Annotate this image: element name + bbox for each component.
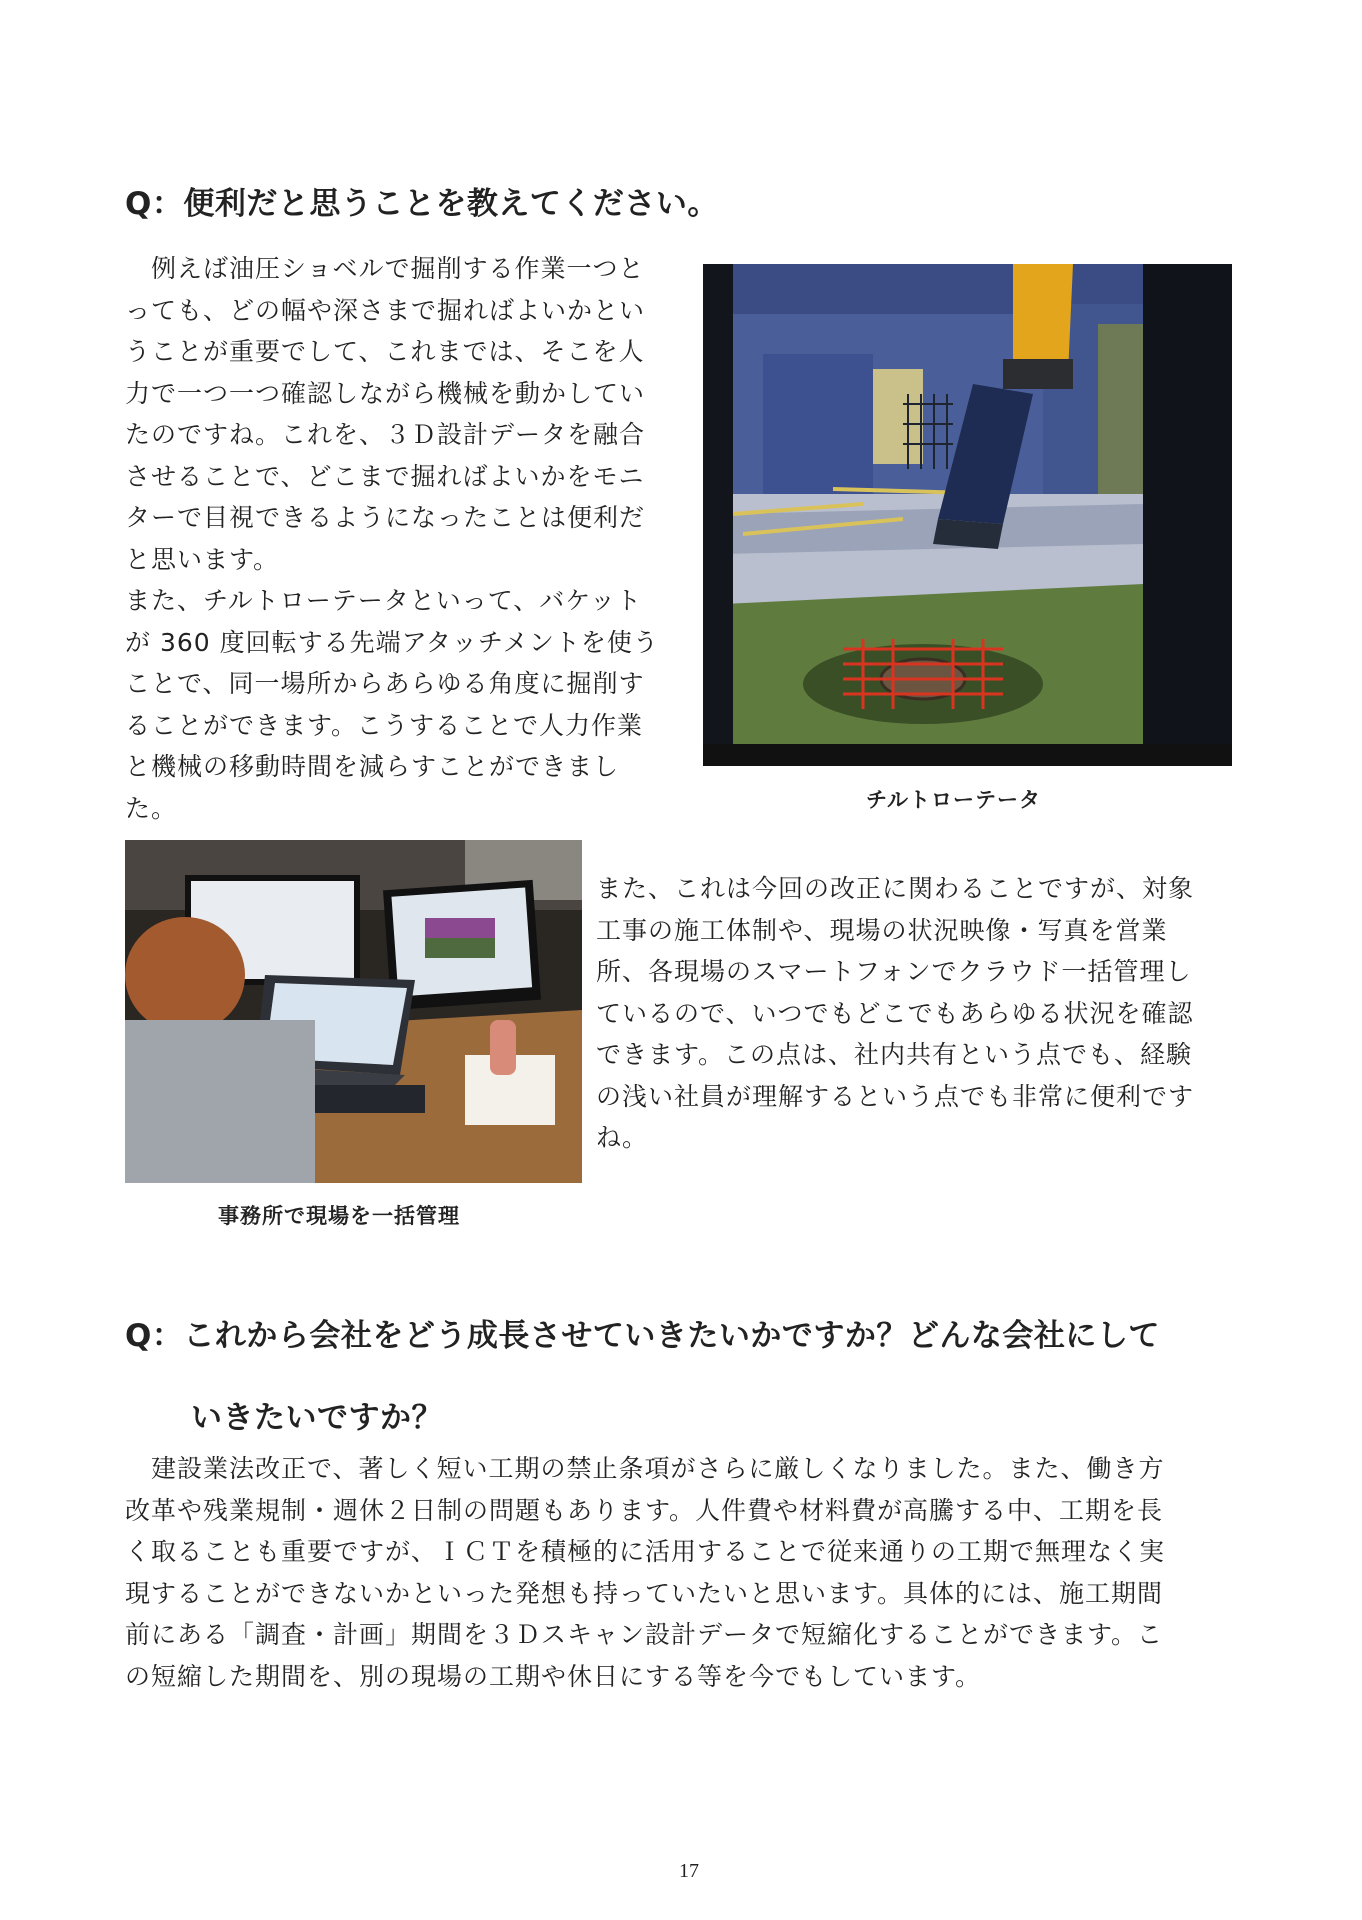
text-line: たのですね。これを、３Ｄ設計データを融合: [125, 420, 646, 449]
text-line: と思います。: [125, 544, 280, 574]
text-line: と機械の移動時間を減らすことができまし: [125, 752, 620, 781]
text-line: 所、各現場のスマートフォンでクラウド一括管理し: [596, 957, 1192, 986]
text-line: ることができます。こうすることで人力作業: [125, 710, 644, 740]
text-line: が 360 度回転する先端アタッチメントを使う: [125, 627, 659, 657]
text-line: 前にある「調査・計画」期間を３Ｄスキャン設計データで短縮化することができます。こ: [125, 1620, 1164, 1649]
text-line: また、これは今回の改正に関わることですが、対象: [596, 874, 1195, 903]
paragraph-3: [125, 1448, 1247, 1697]
text-line: できます。この点は、社内共有という点でも、経験: [596, 1040, 1193, 1069]
question-heading-1: Q：便利だと思うことを教えてください。: [125, 186, 719, 222]
text-line: っても、どの幅や深さまで掘ればよいかとい: [125, 295, 646, 325]
photo-caption-tilt-rotator: チルトローテータ: [866, 788, 1041, 812]
text-line: 改革や残業規制・週休２日制の問題もあります。人件費や材料費が高騰する中、工期を長: [125, 1495, 1164, 1525]
text-line: の短縮した期間を、別の現場の工期や休日にする等を今でもしています。: [125, 1661, 982, 1691]
paragraph-2: [596, 868, 1246, 1159]
paragraph-1: [125, 248, 685, 829]
text-line: 力で一つ一つ確認しながら機械を動かしてい: [125, 378, 646, 408]
text-line: ターで目視できるようになったことは便利だ: [125, 503, 646, 532]
photo-caption-office: 事務所で現場を一括管理: [218, 1204, 460, 1228]
text-line: ているので、いつでもどこでもあらゆる状況を確認: [596, 998, 1194, 1028]
tilt-rotator-photo: [703, 264, 1232, 766]
office-management-photo: [125, 840, 582, 1183]
text-line: うことが重要でして、これまでは、そこを人: [125, 337, 645, 366]
text-line: 建設業法改正で、著しく短い工期の禁止条項がさらに厳しくなりました。また、働き方: [125, 1454, 1165, 1483]
text-line: 工事の施工体制や、現場の状況映像・写真を営業: [596, 915, 1168, 945]
text-line: また、チルトローテータといって、バケット: [125, 586, 643, 615]
text-line: 現することができないかといった発想も持っていたいと思います。具体的には、施工期間: [125, 1578, 1164, 1608]
page-number: 17: [679, 1860, 699, 1882]
question-heading-2: Q：これから会社をどう成長させていきたいかですか？どんな会社にして: [125, 1318, 1160, 1354]
text-line: 例えば油圧ショベルで掘削する作業一つと: [125, 254, 645, 283]
question-heading-2-continuation: いきたいですか？: [191, 1400, 443, 1436]
text-line: ね。: [596, 1123, 649, 1152]
text-line: ことで、同一場所からあらゆる角度に掘削す: [125, 669, 645, 698]
text-line: させることで、どこまで掘ればよいかをモニ: [125, 461, 645, 491]
text-line: く取ることも重要ですが、ＩＣＴを積極的に活用することで従来通りの工期で無理なく実: [125, 1537, 1166, 1566]
text-line: の浅い社員が理解するという点でも非常に便利です: [596, 1081, 1195, 1111]
text-line: た。: [125, 793, 178, 823]
